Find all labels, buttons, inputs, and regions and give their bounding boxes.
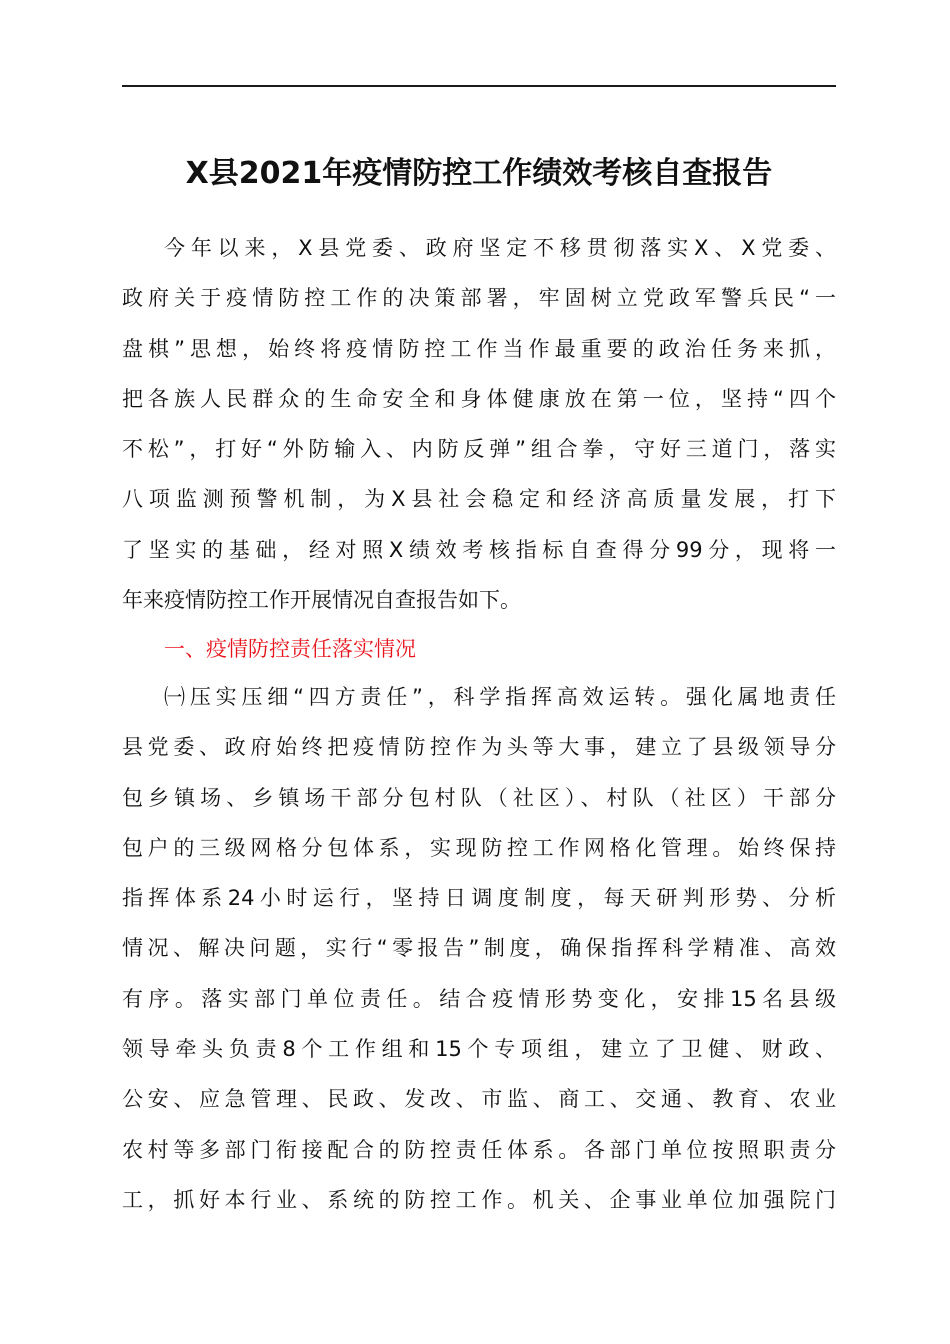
paragraph-line: 八项监测预警机制，为X县社会稳定和经济高质量发展，打下	[122, 487, 836, 512]
paragraph-line: 盘棋”思想，始终将疫情防控工作当作最重要的政治任务来抓，	[122, 336, 836, 361]
paragraph-line: 指挥体系24小时运行，坚持日调度制度，每天研判形势、分析	[122, 886, 836, 911]
paragraph-line: 包乡镇场、乡镇场干部分包村队（社区）、村队（社区）干部分	[122, 785, 836, 810]
paragraph-line: 县党委、政府始终把疫情防控作为头等大事，建立了县级领导分	[122, 735, 836, 760]
paragraph-line: 领导牵头负责8个工作组和15个专项组，建立了卫健、财政、	[122, 1037, 836, 1062]
paragraph-line: 公安、应急管理、民政、发改、市监、商工、交通、教育、农业	[122, 1087, 836, 1112]
paragraph-line: 把各族人民群众的生命安全和身体健康放在第一位，坚持“四个	[122, 386, 836, 411]
paragraph-line: 农村等多部门衔接配合的防控责任体系。各部门单位按照职责分	[122, 1137, 836, 1162]
paragraph-line: 情况、解决问题，实行“零报告”制度，确保指挥科学精准、高效	[122, 936, 836, 961]
intro-paragraph	[122, 223, 836, 625]
paragraph-line: 年来疫情防控工作开展情况自查报告如下。	[122, 588, 521, 613]
paragraph-line: 了坚实的基础，经对照X绩效考核指标自查得分99分，现将一	[122, 537, 836, 562]
paragraph-line: ㈠压实压细“四方责任”，科学指挥高效运转。强化属地责任	[164, 685, 836, 709]
header-rule	[122, 85, 836, 87]
paragraph-line: 政府关于疫情防控工作的决策部署，牢固树立党政军警兵民“一	[122, 286, 836, 311]
section-heading: 一、疫情防控责任落实情况	[164, 637, 416, 661]
paragraph-line: 工，抓好本行业、系统的防控工作。机关、企事业单位加强院门	[122, 1187, 836, 1212]
paragraph-line: 包户的三级网格分包体系，实现防控工作网格化管理。始终保持	[122, 835, 836, 860]
paragraph-line: 有序。落实部门单位责任。结合疫情形势变化，安排15名县级	[122, 986, 836, 1011]
section1-paragraph	[122, 672, 836, 1225]
document-title: X县2021年疫情防控工作绩效考核自查报告	[185, 156, 773, 191]
paragraph-line: 今年以来，X县党委、政府坚定不移贯彻落实X、X党委、	[164, 236, 836, 260]
paragraph-line: 不松”，打好“外防输入、内防反弹”组合拳，守好三道门，落实	[122, 437, 836, 462]
